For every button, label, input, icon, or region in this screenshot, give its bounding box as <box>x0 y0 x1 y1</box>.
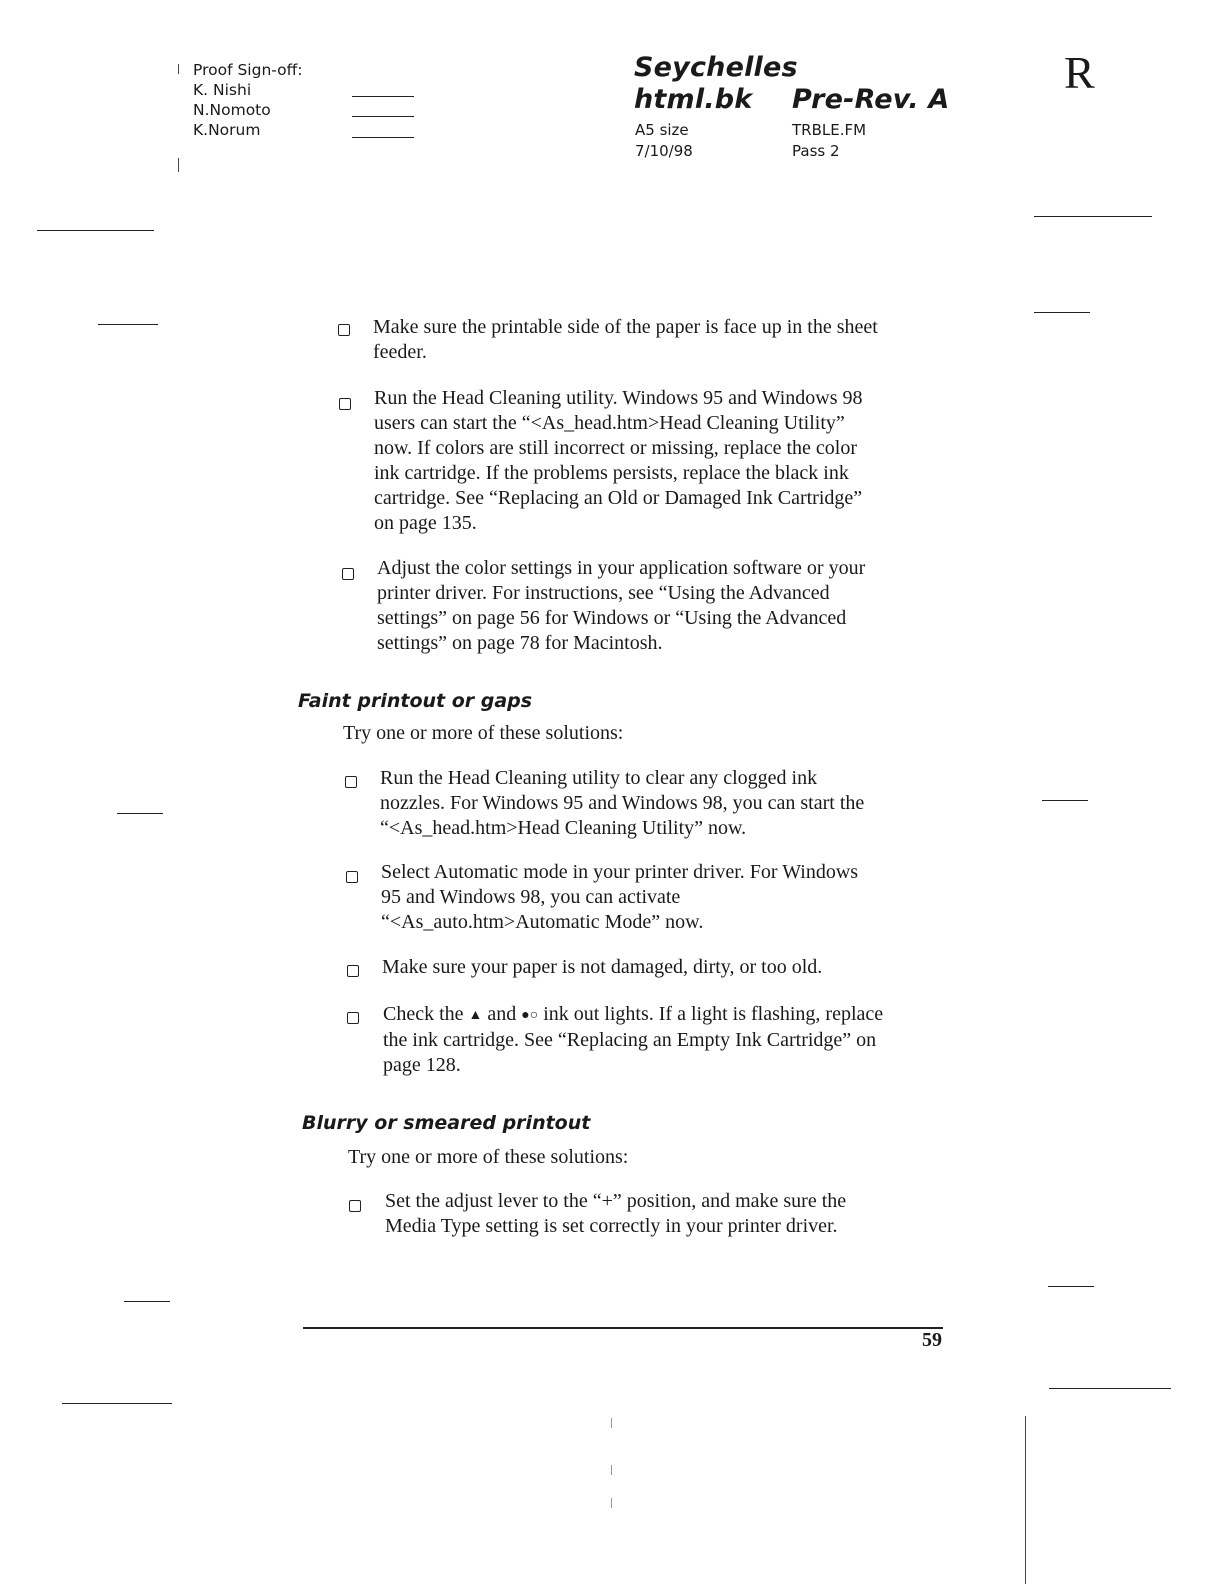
crop-mark <box>1034 216 1152 217</box>
pass-label: Pass 2 <box>792 142 840 160</box>
crop-mark <box>1042 800 1088 801</box>
proof-signoff <box>193 60 303 140</box>
margin-tick <box>178 158 179 172</box>
color-ink-drops-icon: ●○ <box>521 1008 539 1023</box>
signoff-name: K.Norum <box>193 121 261 139</box>
bullet-box <box>339 398 351 410</box>
list-item: Adjust the color settings in your application software or your printer driver. For instructions, see “Using the Advanced settings” on page 56 for Windows or “Using the Advanced settings” on page 78 for Macintosh. <box>377 557 866 654</box>
bullet-box <box>346 871 358 883</box>
crop-mark <box>1049 1388 1171 1389</box>
section-heading: Faint printout or gaps <box>298 690 533 712</box>
margin-tick <box>178 64 179 74</box>
signoff-name: N.Nomoto <box>193 101 271 119</box>
intro-text: Try one or more of these solutions: <box>348 1146 629 1168</box>
crop-mark <box>62 1403 172 1404</box>
crop-mark <box>1034 312 1090 313</box>
list-item: Check the ▲ and ●○ ink out lights. If a light is flashing, replace the ink cartridge. See “Replacing an Empty Ink Cartridge” on page 128. <box>383 1003 884 1076</box>
footer-rule <box>303 1327 943 1329</box>
bullet-box <box>342 568 354 580</box>
crop-mark <box>124 1301 170 1302</box>
revision-label: Pre-Rev. A <box>792 84 950 115</box>
bleed-line <box>1025 1416 1026 1584</box>
r-mark: R <box>1064 47 1095 98</box>
section-heading: Blurry or smeared printout <box>302 1112 591 1134</box>
list-item: Make sure the printable side of the paper is face up in the sheet feeder. <box>373 316 878 363</box>
signoff-name: K. Nishi <box>193 81 252 99</box>
center-tick <box>611 1418 612 1428</box>
crop-mark <box>117 813 163 814</box>
crop-mark <box>1048 1286 1094 1287</box>
date: 7/10/98 <box>635 142 693 160</box>
intro-text: Try one or more of these solutions: <box>343 722 624 744</box>
signoff-line <box>352 96 414 97</box>
crop-mark <box>37 230 154 231</box>
list-item: Select Automatic mode in your printer driver. For Windows 95 and Windows 98, you can activate “<As_auto.htm>Automatic Mode” now. <box>381 861 859 933</box>
crop-mark <box>98 324 158 325</box>
book-file: html.bk <box>634 84 753 115</box>
filename: TRBLE.FM <box>792 121 867 139</box>
list-item: Run the Head Cleaning utility. Windows 95 and Windows 98 users can start the “<As_head.htm>Head Cleaning Utility” now. If colors are still incorrect or missing, replace the color ink cartridge. If the problems persists, replace the black ink cartridge. See “Replacing an Old or Damaged Ink Cartridge” on page 135. <box>374 387 863 534</box>
bullet-box <box>347 1012 359 1024</box>
page-size: A5 size <box>635 121 689 139</box>
page-number: 59 <box>922 1329 942 1351</box>
list-item: Run the Head Cleaning utility to clear any clogged ink nozzles. For Windows 95 and Windows 98, you can start the “<As_head.htm>Head Cleaning Utility” now. <box>380 767 865 839</box>
bullet-box <box>345 776 357 788</box>
signoff-line <box>352 137 414 138</box>
center-tick <box>611 1465 612 1475</box>
black-ink-drop-icon: ▲ <box>468 1008 483 1023</box>
bullet-box <box>349 1200 361 1212</box>
center-tick <box>611 1498 612 1508</box>
bullet-box <box>347 965 359 977</box>
bullet-box <box>338 324 350 336</box>
book-title: Seychelles <box>634 52 798 83</box>
list-item: Set the adjust lever to the “+” position, and make sure the Media Type setting is set correctly in your printer driver. <box>385 1190 847 1237</box>
signoff-line <box>352 116 414 117</box>
list-item: Make sure your paper is not damaged, dirty, or too old. <box>382 956 823 978</box>
signoff-label: Proof Sign-off: <box>193 61 303 79</box>
